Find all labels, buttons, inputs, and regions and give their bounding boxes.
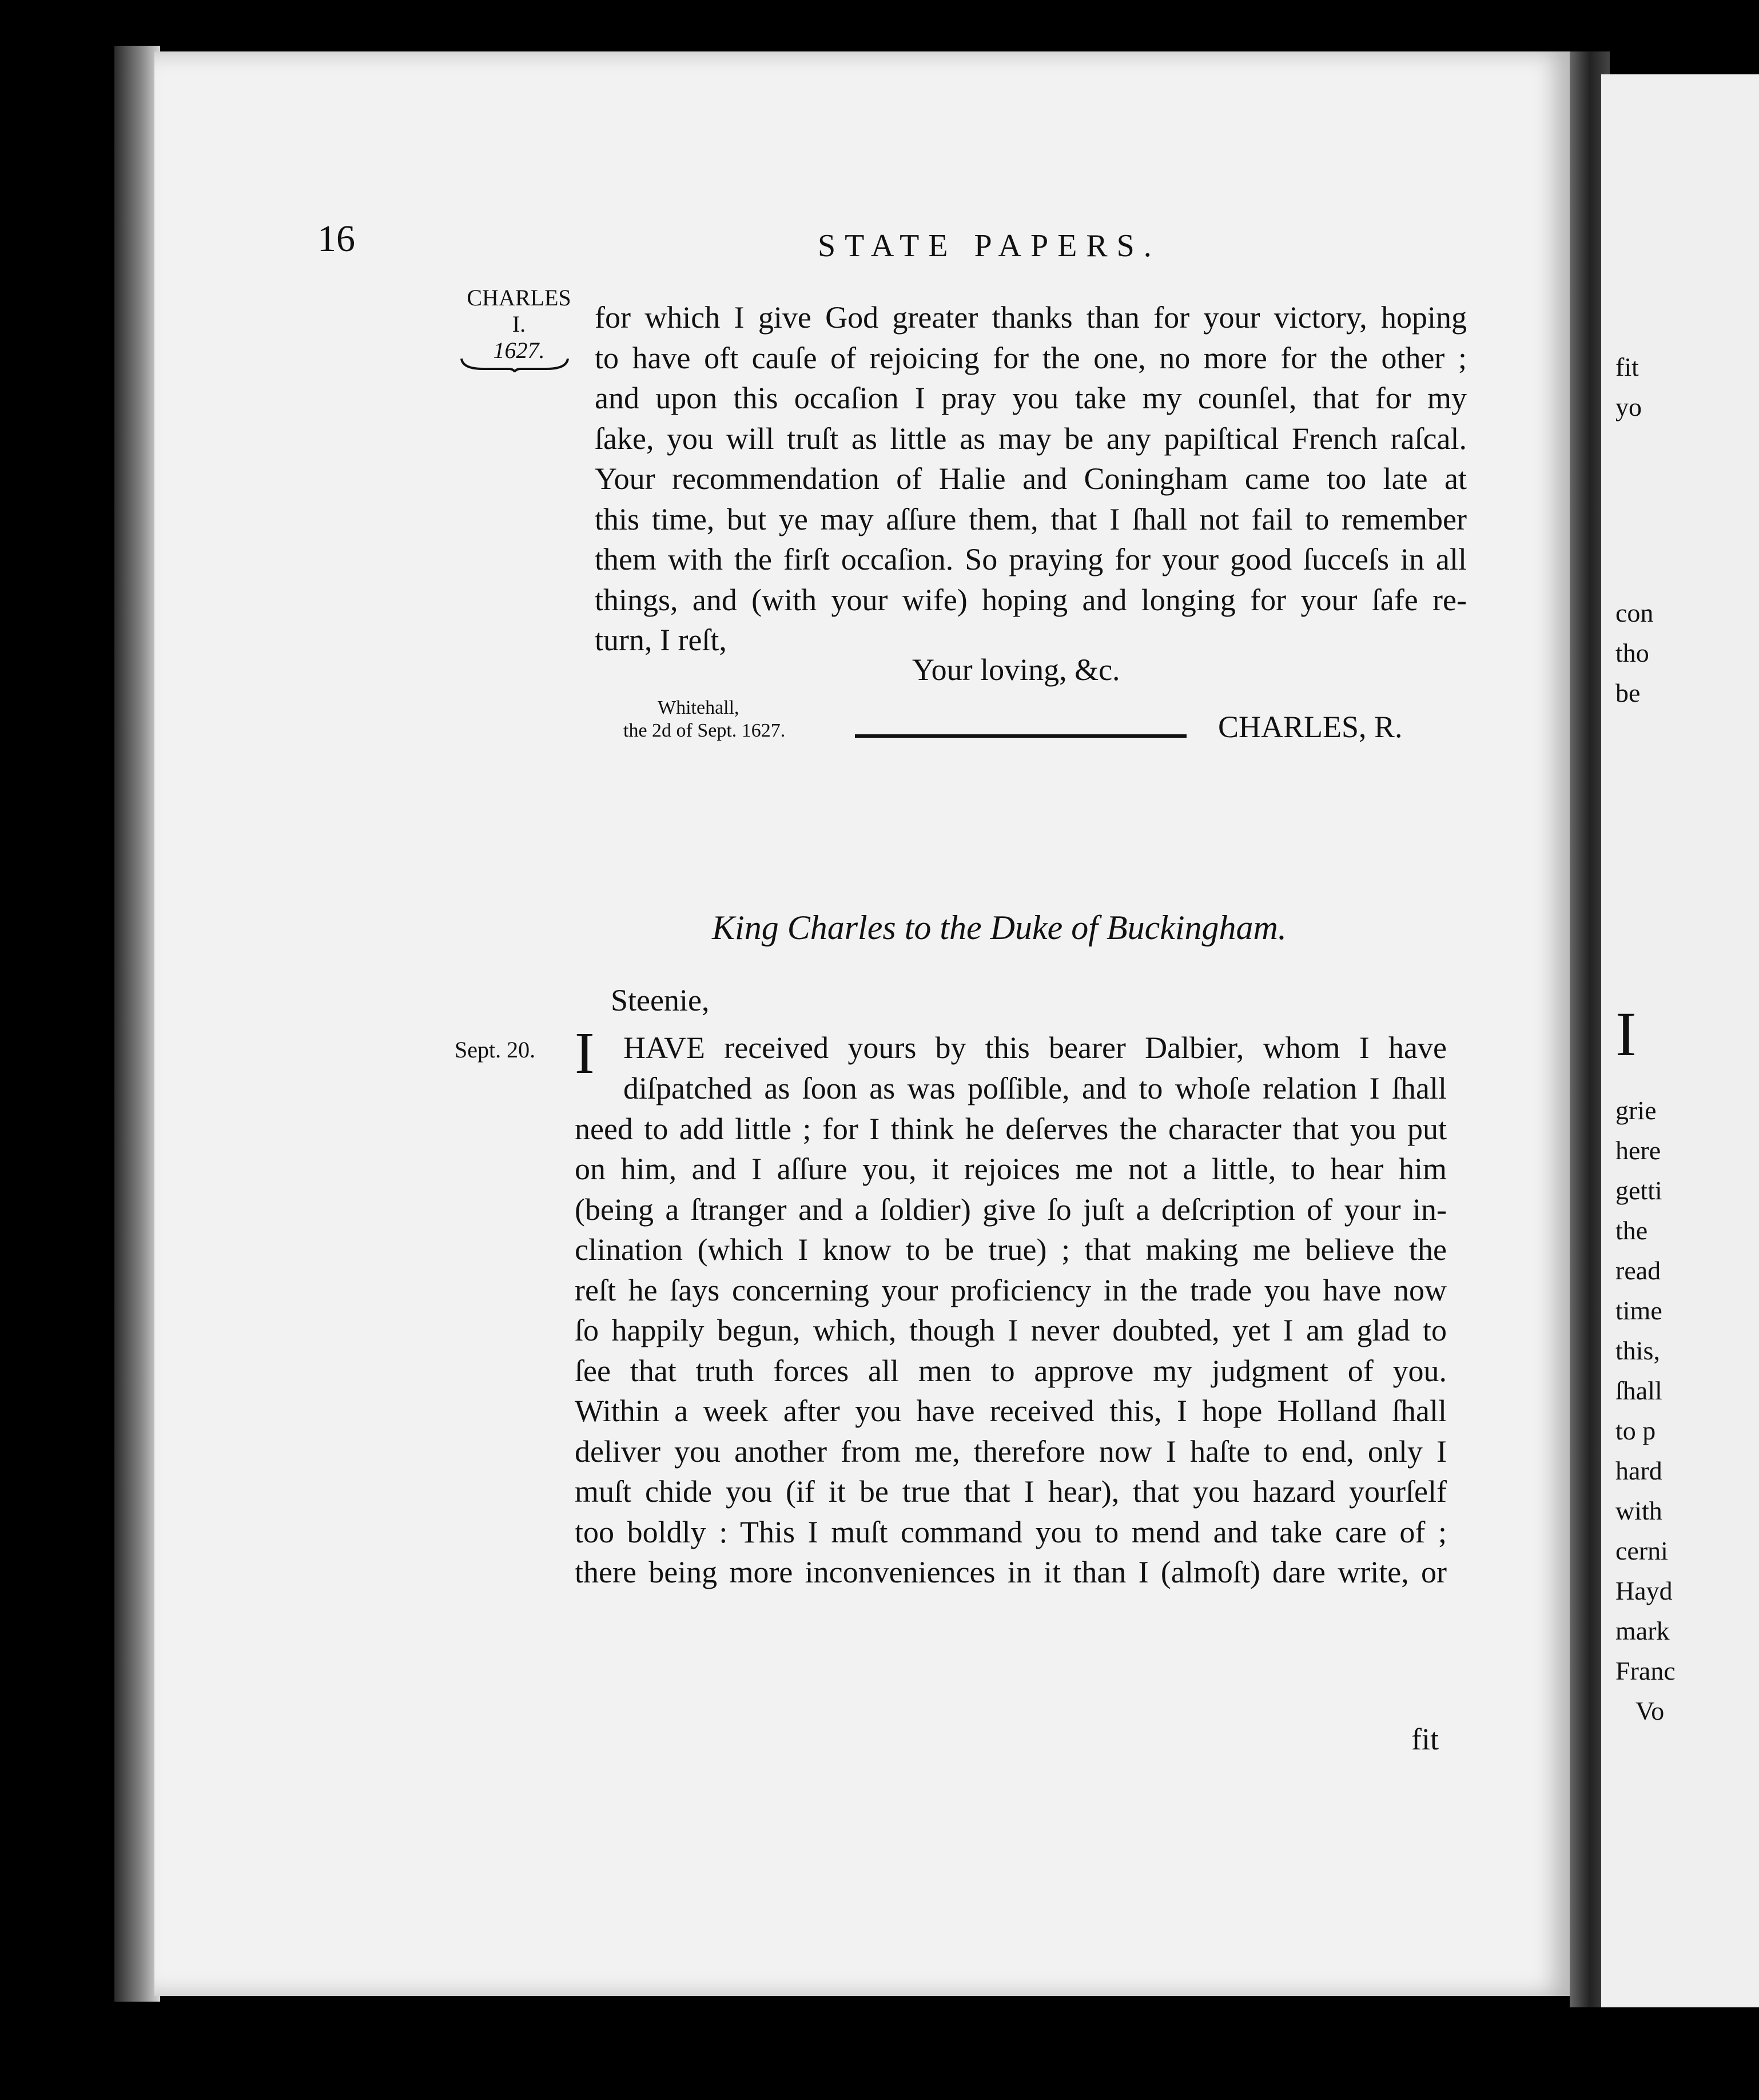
facing-fragment: cerni [1615, 1536, 1668, 1565]
margin-note-line: 1627. [493, 337, 545, 363]
text-line: reſt he ſays concerning your proficiency in the trade you have now [575, 1272, 1447, 1307]
text-line: them with the firſt occaſion. So praying for your good ſucceſs in all [595, 542, 1467, 576]
facing-fragment: this, [1615, 1336, 1660, 1365]
facing-fragment: Hayd [1615, 1576, 1673, 1605]
letter2-salutation: Steenie, [611, 983, 710, 1017]
text-line: ſo happily begun, which, though I never doubted, yet I am glad to [575, 1313, 1447, 1347]
text-line: and upon this occaſion I pray you take my counſel, that for my [595, 381, 1467, 415]
text-line: Within a week after you have received this, I hope Holland ſhall [575, 1394, 1447, 1428]
facing-fragment: Franc [1615, 1656, 1676, 1685]
facing-fragment: yo [1615, 392, 1642, 421]
text-line: there being more inconveniences in it than I (almoſt) dare write, or [575, 1555, 1447, 1589]
facing-fragment: grie [1615, 1096, 1657, 1125]
text-line: turn, I reſt, [595, 623, 727, 657]
margin-note-line: CHARLES [467, 285, 571, 311]
facing-fragment: time [1615, 1296, 1662, 1325]
margin-note-date: Sept. 20. [455, 1037, 536, 1063]
text-line: (being a ſtranger and a ſoldier) give ſo juſt a deſcription of your in- [575, 1192, 1447, 1227]
facing-fragment: tho [1615, 638, 1649, 667]
facing-page [1601, 74, 1759, 2007]
margin-note-reign [463, 285, 575, 364]
facing-fragment: Vo [1635, 1696, 1665, 1725]
text-line: diſpatched as ſoon as was poſſible, and to whoſe relation I ſhall [623, 1071, 1447, 1105]
facing-fragment: to p [1615, 1416, 1656, 1445]
facing-fragment: getti [1615, 1176, 1662, 1205]
letter1-dateline [623, 697, 785, 742]
catchword: fit [1411, 1722, 1439, 1756]
text-line: deliver you another from me, therefore now I haſte to end, only I [575, 1434, 1447, 1469]
facing-fragment: here [1615, 1136, 1661, 1165]
running-head: STATE PAPERS. [818, 228, 1161, 264]
page-number: 16 [317, 218, 355, 260]
facing-fragment: fit [1615, 352, 1639, 381]
facing-fragment: mark [1615, 1616, 1670, 1645]
text-line: muſt chide you (if it be true that I hear), that you hazard yourſelf [575, 1474, 1447, 1509]
facing-fragment: I [1615, 999, 1637, 1069]
text-line: need to add little ; for I think he deſerves the character that you put [575, 1111, 1447, 1146]
text-line: ſake, you will truſt as little as may be any papiſtical French raſcal. [595, 421, 1467, 456]
text-line: things, and (with your wife) hoping and longing for your ſafe re- [595, 582, 1467, 617]
left-book-edge [114, 46, 160, 2002]
dateline-place: Whitehall, [658, 697, 739, 718]
letter2-first-line [623, 1028, 1447, 1068]
drop-cap: I [575, 1020, 595, 1086]
letter1-closing: Your loving, &c. [912, 653, 1120, 687]
letter2-title: King Charles to the Duke of Buckingham. [712, 909, 1287, 946]
margin-brace [460, 357, 569, 372]
letter1-body [595, 297, 1467, 661]
text-line: Your recommendation of Halie and Coningham came too late at [595, 462, 1467, 496]
text-line: ſee that truth forces all men to approve my judgment of you. [575, 1353, 1447, 1388]
section-rule [855, 734, 1187, 738]
letter1-signature: CHARLES, R. [1218, 710, 1403, 744]
text-line: too boldly : This I muſt command you to mend and take care of ; [575, 1514, 1447, 1549]
facing-fragment: ſhall [1615, 1376, 1662, 1405]
facing-fragment: with [1615, 1496, 1662, 1525]
text-line: to have oft cauſe of rejoicing for the one, no more for the other ; [595, 340, 1467, 375]
facing-fragment: con [1615, 598, 1654, 627]
text-line: this time, but ye may aſſure them, that I ſhall not fail to remember [595, 502, 1467, 536]
margin-note-line: I. [512, 311, 526, 337]
facing-fragment: be [1615, 678, 1641, 707]
letter2-body [575, 1068, 1447, 1593]
dateline-date: the 2d of Sept. 1627. [623, 720, 786, 741]
text-line: on him, and I aſſure you, it rejoices me not a little, to hear him [575, 1152, 1447, 1186]
facing-fragment: the [1615, 1216, 1648, 1245]
facing-fragment: read [1615, 1256, 1661, 1285]
text-line: HAVE received yours by this bearer Dalbier, whom I have [623, 1031, 1447, 1065]
text-line: for which I give God greater thanks than for your victory, hoping [595, 300, 1467, 335]
facing-fragment: hard [1615, 1456, 1662, 1485]
text-line: clination (which I know to be true) ; that making me believe the [575, 1232, 1447, 1267]
